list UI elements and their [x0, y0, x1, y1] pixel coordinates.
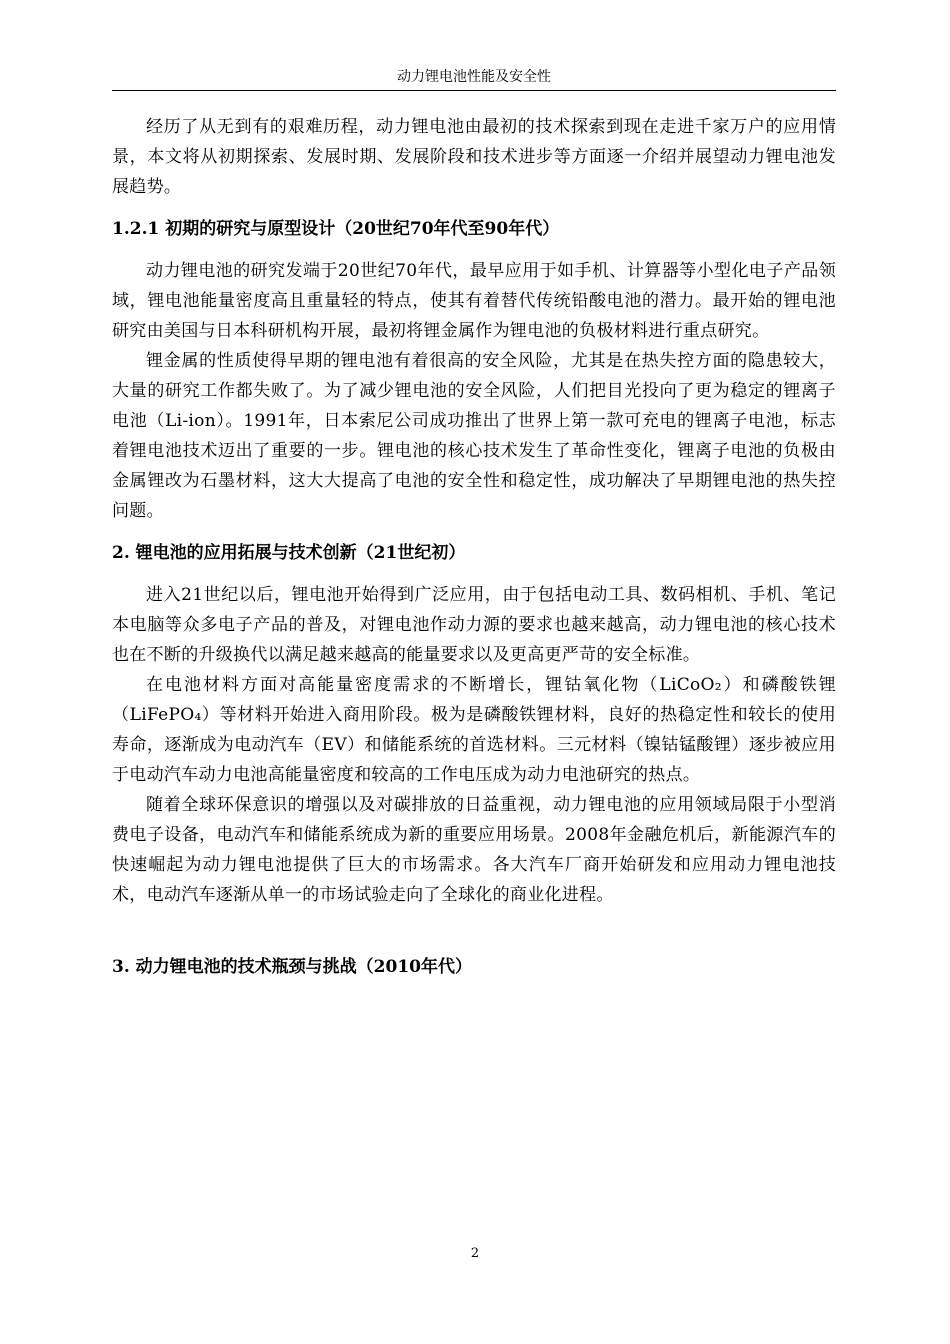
section-2-paragraph-2: 在电池材料方面对高能量密度需求的不断增长，锂钴氧化物（LiCoO₂）和磷酸铁锂（LiFePO₄）等材料开始进入商用阶段。极为是磷酸铁锂材料，良好的热稳定性和较长的使用寿命，逐渐成为电动汽车（EV）和储能系统的首选材料。三元材料（镍钴锰酸锂）逐步被应用于电动汽车动力电池高能量密度和较高的工作电压成为动力电池研究的热点。 [112, 675, 836, 785]
section-1-2-1-paragraph-2: 锂金属的性质使得早期的锂电池有着很高的安全风险，尤其是在热失控方面的隐患较大，大量的研究工作都失败了。为了减少锂电池的安全风险，人们把目光投向了更为稳定的锂离子电池（Li-ion）。1991年，日本索尼公司成功推出了世界上第一款可充电的锂离子电池，标志着锂电池技术迈出了重要的一步。锂电池的核心技术发生了革命性变化，锂离子电池的负极由金属锂改为石墨材料，这大大提高了电池的安全性和稳定性，成功解决了早期锂电池的热失控问题。 [112, 351, 836, 521]
heading-1-2-1: 1.2.1 初期的研究与原型设计（20世纪70年代至90年代） [112, 219, 560, 239]
header-title: 动力锂电池性能及安全性 [397, 69, 551, 85]
section-1-2-1-paragraph-1: 动力锂电池的研究发端于20世纪70年代，最早应用于如手机、计算器等小型化电子产品领域，锂电池能量密度高且重量轻的特点，使其有着替代传统铅酸电池的潜力。最开始的锂电池研究由美国与日本科研机构开展，最初将锂金属作为锂电池的负极材料进行重点研究。 [112, 261, 836, 341]
page-header [112, 64, 836, 91]
heading-3: 3. 动力锂电池的技术瓶颈与挑战（2010年代） [112, 957, 472, 977]
section-2-paragraph-1: 进入21世纪以后，锂电池开始得到广泛应用，由于包括电动工具、数码相机、手机、笔记本电脑等众多电子产品的普及，对锂电池作动力源的要求也越来越高，动力锂电池的核心技术也在不断的升级换代以满足越来越高的能量要求以及更高更严苛的安全标准。 [112, 585, 836, 665]
document-body [112, 112, 836, 982]
page-number: 2 [470, 1246, 480, 1261]
heading-2: 2. 锂电池的应用拓展与技术创新（21世纪初） [112, 543, 466, 563]
intro-paragraph: 经历了从无到有的艰难历程，动力锂电池由最初的技术探索到现在走进千家万户的应用情景，本文将从初期探索、发展时期、发展阶段和技术进步等方面逐一介绍并展望动力锂电池发展趋势。 [112, 117, 836, 197]
section-2-paragraph-3: 随着全球环保意识的增强以及对碳排放的日益重视，动力锂电池的应用领域局限于小型消费电子设备，电动汽车和储能系统成为新的重要应用场景。2008年金融危机后，新能源汽车的快速崛起为动力锂电池提供了巨大的市场需求。各大汽车厂商开始研发和应用动力锂电池技术，电动汽车逐渐从单一的市场试验走向了全球化的商业化进程。 [112, 795, 836, 905]
